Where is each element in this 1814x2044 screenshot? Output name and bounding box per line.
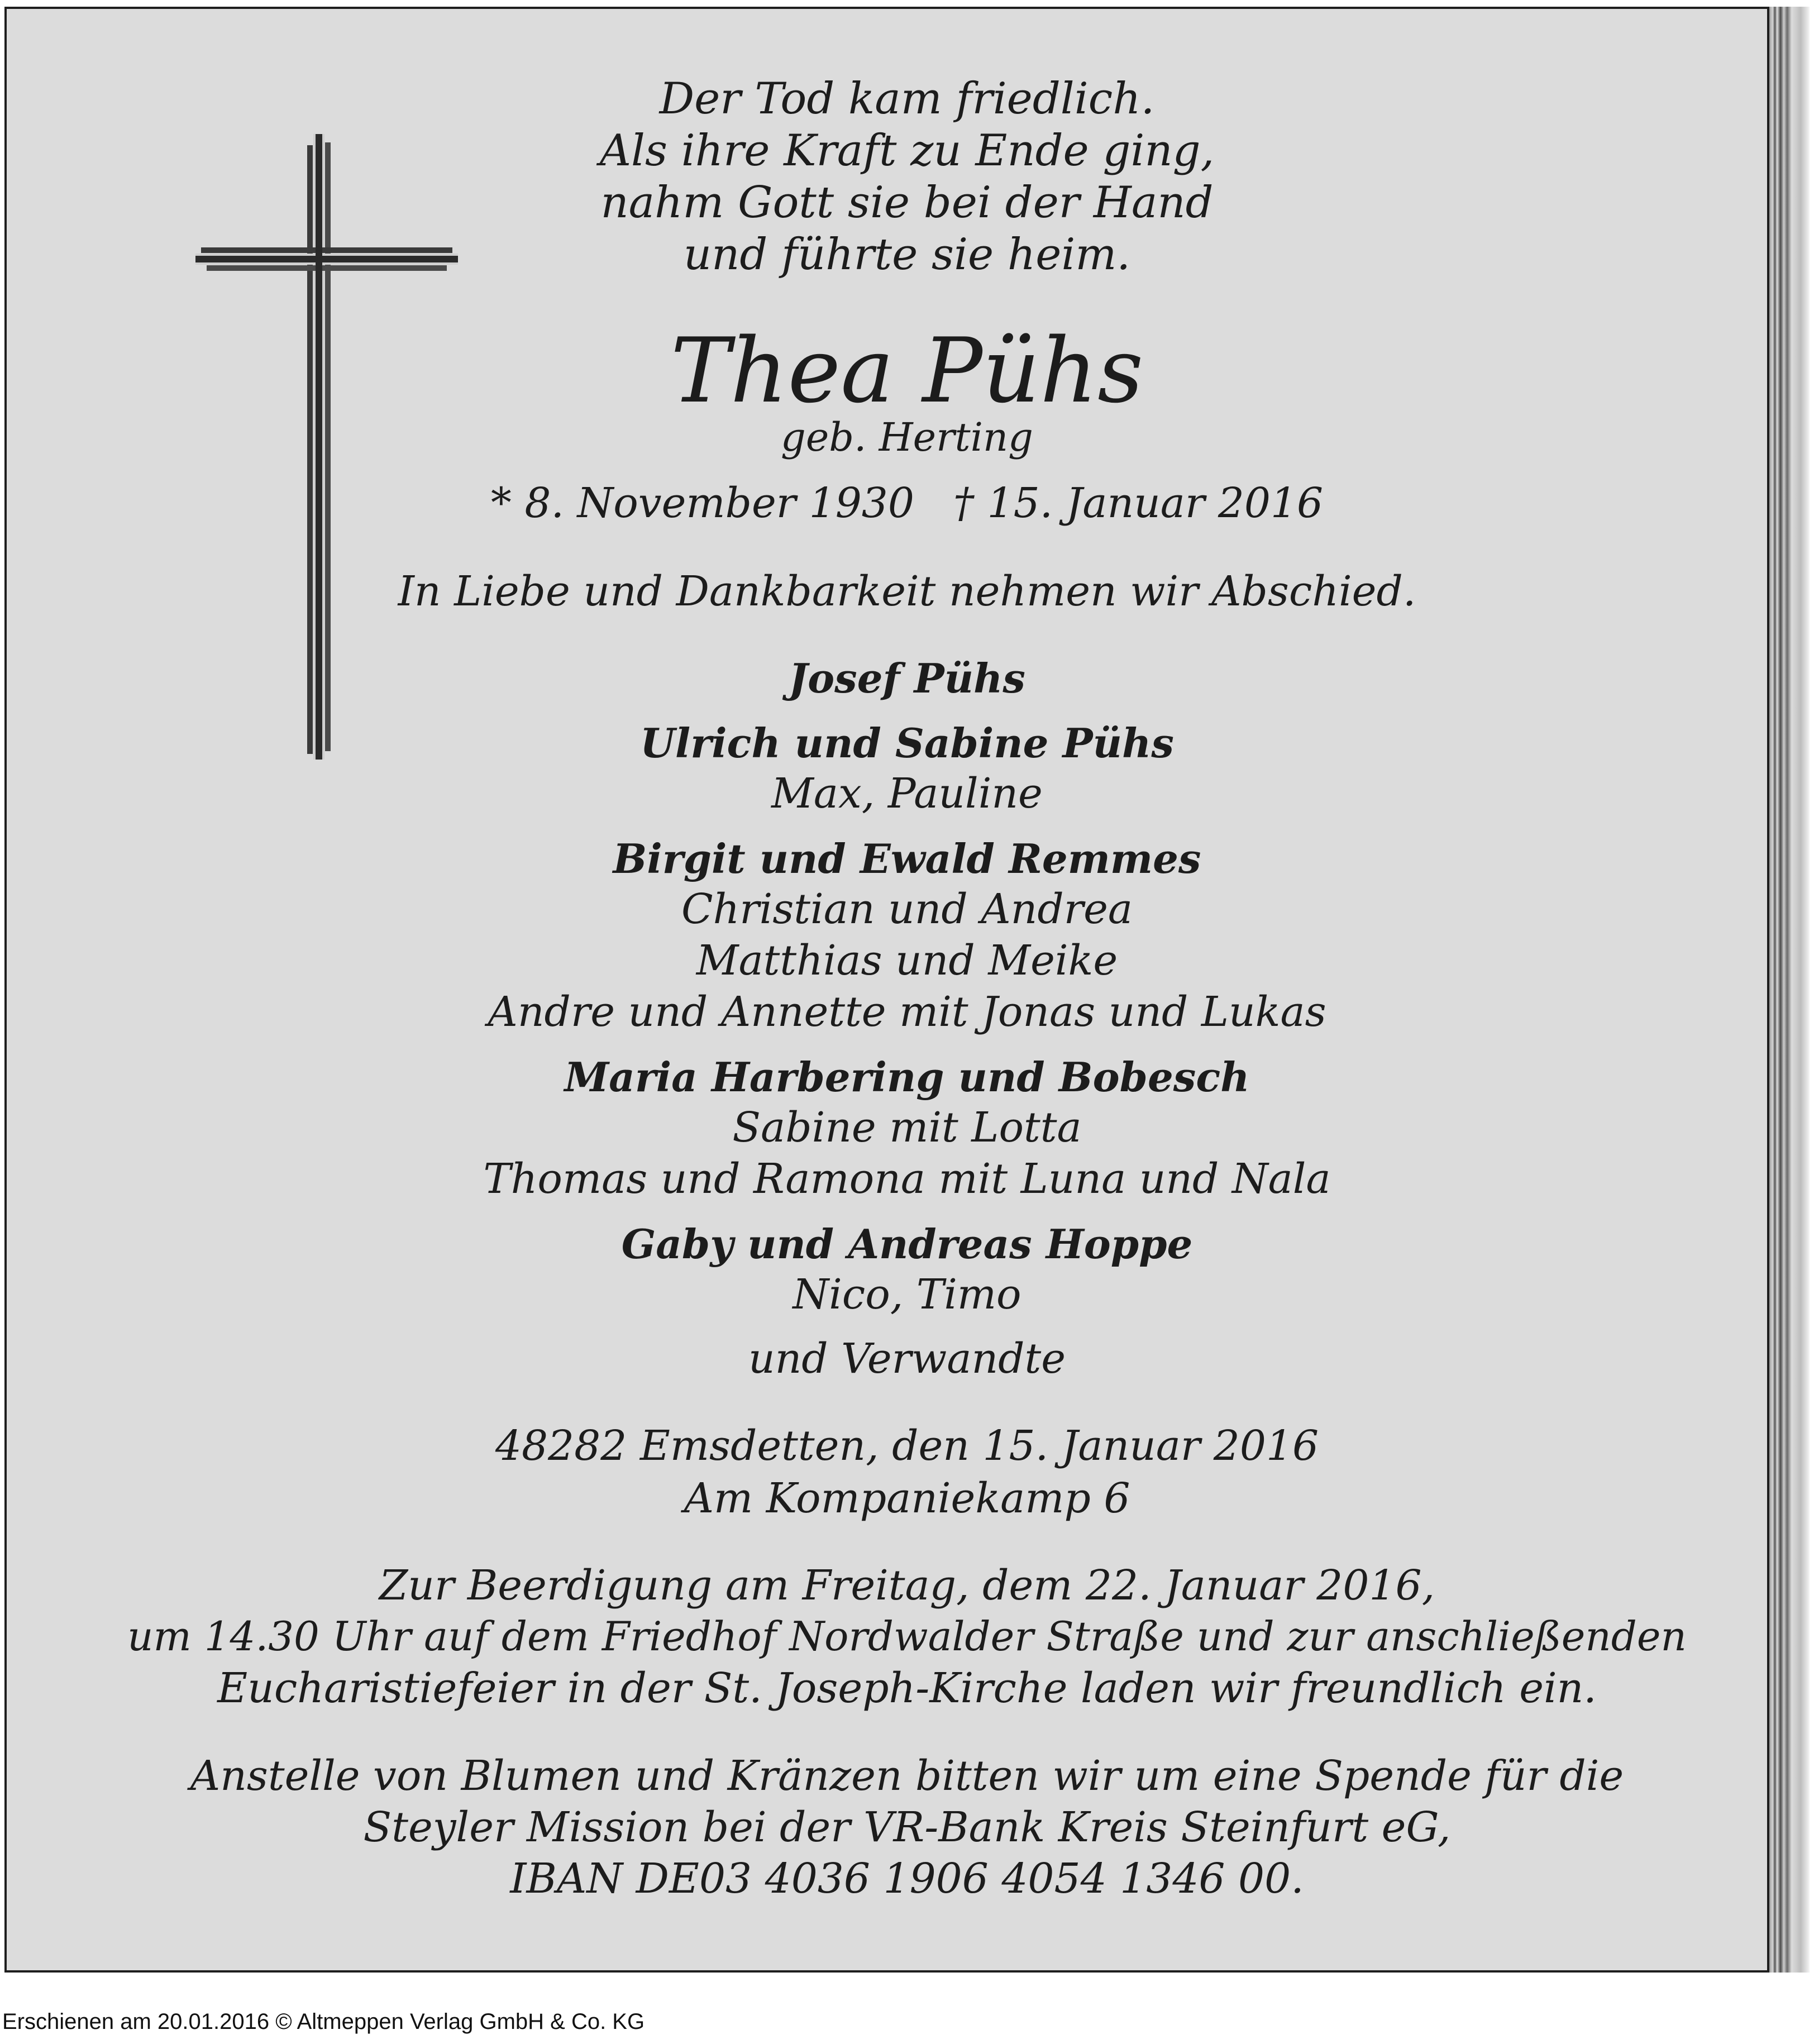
donation-line-1: Anstelle von Blumen und Kränzen bitten wir um eine Spende für die [190,1752,1624,1800]
funeral-line-2: um 14.30 Uhr auf dem Friedhof Nordwalder Straße und zur anschließenden [127,1613,1687,1660]
address-line-1: 48282 Emsdetten, den 15. Januar 2016 [495,1422,1319,1470]
publication-footer: Erschienen am 20.01.2016 © Altmeppen Verlag GmbH & Co. KG [2,2009,645,2034]
birth-date: * 8. November 1930 [490,479,914,527]
farewell-text: In Liebe und Dankbarkeit nehmen wir Abschied. [398,567,1416,615]
mourner-birgit: Birgit und Ewald Remmes [613,835,1201,882]
mourner-maria: Maria Harbering und Bobesch [564,1053,1250,1101]
poem-line-2: Als ihre Kraft zu Ende ging, [599,126,1215,176]
mourner-gaby-kids: Nico, Timo [793,1271,1021,1319]
poem-line-4: und führte sie heim. [683,230,1131,280]
mourner-josef: Josef Pühs [789,655,1025,702]
poem-line-1: Der Tod kam friedlich. [659,74,1155,124]
address-line-2: Am Kompaniekamp 6 [684,1474,1130,1522]
mourner-birgit-kids-3: Andre und Annette mit Jonas und Lukas [488,988,1326,1036]
mourner-ulrich: Ulrich und Sabine Pühs [640,719,1174,767]
mourner-birgit-kids-2: Matthias und Meike [696,937,1118,985]
death-date: † 15. Januar 2016 [953,479,1324,527]
donation-line-3: IBAN DE03 4036 1906 4054 1346 00. [510,1855,1304,1903]
mourner-ulrich-kids: Max, Pauline [771,770,1043,818]
funeral-line-3: Eucharistiefeier in der St. Joseph-Kirche laden wir freundlich ein. [217,1664,1597,1712]
mourner-birgit-kids-1: Christian und Andrea [681,885,1133,933]
funeral-line-1: Zur Beerdigung am Freitag, dem 22. Januar 2016, [379,1561,1435,1610]
mourner-maria-kids-1: Sabine mit Lotta [732,1104,1082,1152]
donation-line-2: Steyler Mission bei der VR-Bank Kreis Steinfurt eG, [363,1803,1451,1851]
life-dates [0,479,1814,527]
mourner-gaby: Gaby und Andreas Hoppe [621,1220,1193,1268]
poem-line-3: nahm Gott sie bei der Hand [600,178,1214,228]
relatives-text: und Verwandte [748,1335,1066,1383]
mourner-maria-kids-2: Thomas und Ramona mit Luna und Nala [483,1155,1331,1203]
maiden-name: geb. Herting [781,414,1033,460]
deceased-name: Thea Pühs [670,318,1144,423]
